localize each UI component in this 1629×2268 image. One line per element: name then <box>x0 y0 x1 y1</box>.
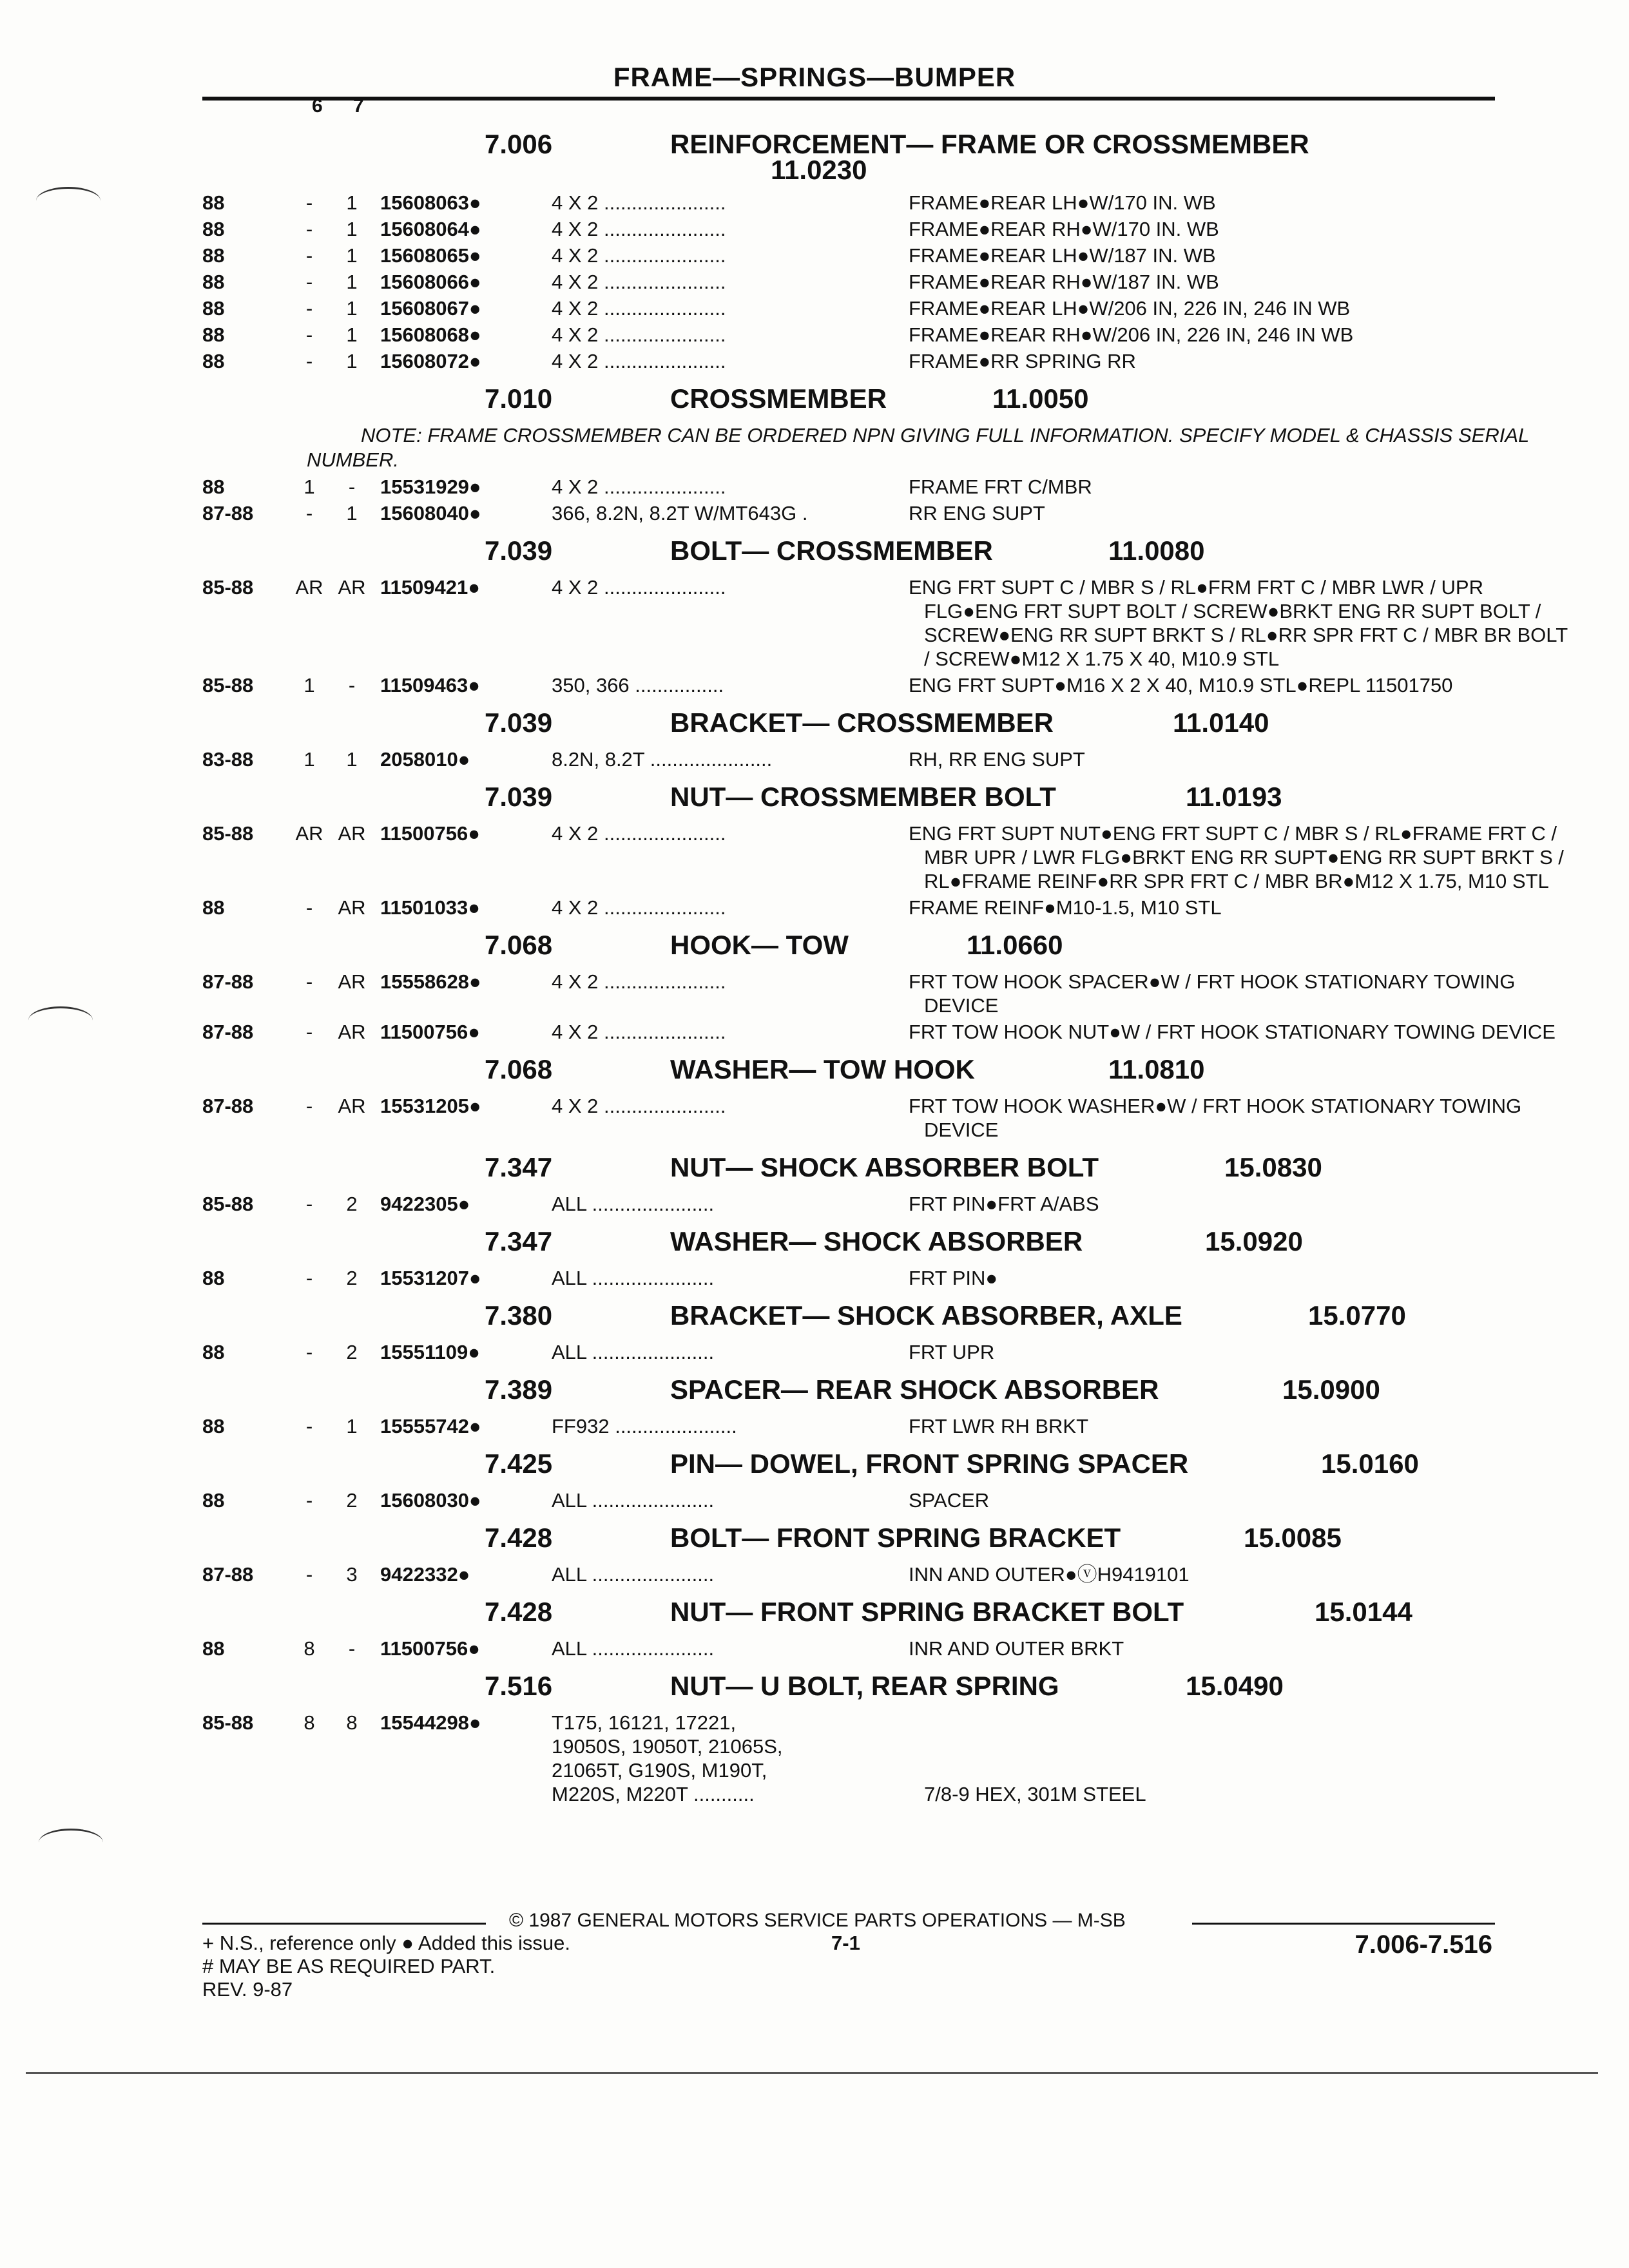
section-12 <box>0 1515 1629 1586</box>
qty-col-6: - <box>305 1095 313 1117</box>
section-title: NUT— SHOCK ABSORBER BOLT <box>670 1152 1099 1182</box>
part-number: 11500756● <box>380 1637 480 1660</box>
model-application: 4 X 2 ...................... <box>552 1021 726 1043</box>
section-0 <box>0 121 1629 373</box>
section-9 <box>0 1293 1629 1364</box>
model-application: 4 X 2 ...................... <box>552 350 726 372</box>
qty-col-7: - <box>348 1637 356 1660</box>
page-title: FRAME—SPRINGS—BUMPER <box>613 62 1016 92</box>
section-code: 11.0050 <box>992 383 1089 414</box>
qty-col-7: 1 <box>346 350 358 372</box>
part-description: FRAME●REAR LH●W/187 IN. WB <box>909 244 1216 267</box>
section-code: 15.0144 <box>1315 1597 1412 1627</box>
section-number: 7.039 <box>485 535 553 566</box>
part-description: FRAME●REAR RH●W/170 IN. WB <box>909 218 1219 240</box>
section-header <box>0 1589 1629 1637</box>
column-header-6: 6 <box>312 95 323 117</box>
qty-col-6: - <box>305 350 313 372</box>
model-year: 85-88 <box>202 576 254 599</box>
section-header <box>0 1218 1629 1266</box>
qty-col-7: AR <box>338 1095 366 1117</box>
model-application: ALL ...................... <box>552 1489 715 1512</box>
part-description: FRAME FRT C/MBR <box>909 476 1092 498</box>
part-row <box>0 1488 1629 1512</box>
page-number: 7-1 <box>831 1932 860 1954</box>
qty-col-7: 1 <box>346 218 358 240</box>
part-number: 15608040● <box>380 502 481 524</box>
section-3 <box>0 700 1629 771</box>
part-row <box>0 501 1629 525</box>
section-title: BOLT— CROSSMEMBER <box>670 535 993 566</box>
model-application: 4 X 2 ...................... <box>552 896 726 919</box>
model-application: ALL ...................... <box>552 1341 715 1363</box>
section-title: HOOK— TOW <box>670 930 849 960</box>
model-year: 88 <box>202 323 225 346</box>
model-application: 4 X 2 ...................... <box>552 476 726 498</box>
qty-col-6: - <box>305 970 313 993</box>
qty-col-7: 1 <box>346 502 358 524</box>
qty-col-7: 1 <box>346 1415 358 1437</box>
model-application: ALL ...................... <box>552 1637 715 1660</box>
model-year: 85-88 <box>202 822 254 845</box>
section-14 <box>0 1663 1629 1806</box>
qty-col-7: 1 <box>346 748 358 771</box>
section-number: 7.039 <box>485 707 553 738</box>
part-row <box>0 1637 1629 1660</box>
part-number: 15608066● <box>380 271 481 293</box>
section-number: 7.428 <box>485 1523 553 1553</box>
qty-col-7: - <box>348 674 356 697</box>
legend-line-2: # MAY BE AS REQUIRED PART. <box>202 1955 496 1977</box>
qty-col-6: 1 <box>304 748 315 771</box>
section-number: 7.347 <box>485 1152 553 1182</box>
qty-col-6: - <box>305 1267 313 1289</box>
section-header <box>0 922 1629 970</box>
section-6 <box>0 1046 1629 1142</box>
part-number: 15608072● <box>380 350 481 372</box>
qty-col-6: - <box>305 244 313 267</box>
section-code: 11.0660 <box>967 930 1063 960</box>
part-number: 11509463● <box>380 674 480 697</box>
model-application: FF932 ...................... <box>552 1415 737 1437</box>
section-header <box>0 700 1629 747</box>
qty-col-6: 1 <box>304 476 315 498</box>
model-year: 88 <box>202 1341 225 1363</box>
model-year: 87-88 <box>202 970 254 993</box>
part-description: RR ENG SUPT <box>909 502 1045 524</box>
part-description: INR AND OUTER BRKT <box>909 1637 1124 1660</box>
part-number: 15608065● <box>380 244 481 267</box>
part-number: 9422332● <box>380 1563 470 1586</box>
part-row <box>0 1192 1629 1216</box>
section-title: SPACER— REAR SHOCK ABSORBER <box>670 1374 1159 1405</box>
part-row <box>0 1020 1629 1044</box>
model-year: 85-88 <box>202 1193 254 1215</box>
section-header <box>0 121 1629 191</box>
qty-col-7: 2 <box>346 1341 358 1363</box>
qty-col-7: 1 <box>346 297 358 320</box>
part-number: 15544298● <box>380 1711 481 1734</box>
section-number: 7.428 <box>485 1597 553 1627</box>
qty-col-6: - <box>305 502 313 524</box>
qty-col-7: 2 <box>346 1193 358 1215</box>
model-application: 4 X 2 ...................... <box>552 218 726 240</box>
part-number: 15558628● <box>380 970 481 993</box>
model-application: 4 X 2 ...................... <box>552 244 726 267</box>
part-row <box>0 1562 1629 1586</box>
part-number: 11509421● <box>380 576 480 599</box>
section-code: 11.0140 <box>1173 707 1269 738</box>
section-5 <box>0 922 1629 1044</box>
qty-col-7: AR <box>338 822 366 845</box>
section-code: 11.0810 <box>1108 1054 1205 1084</box>
part-description: FRAME●REAR LH●W/206 IN, 226 IN, 246 IN WB <box>909 297 1351 320</box>
section-number: 7.425 <box>485 1448 553 1479</box>
part-description: ENG FRT SUPT C / MBR S / RL●FRM FRT C / MBR LWR / UPR FLG●ENG FRT SUPT BOLT / SCREW●BRKT ENG RR SUPT BOLT / SCREW●ENG RR SUPT BRKT S / RL●RR SPR FRT C / MBR BR BOLT / SCREW●M12 X 1.75 X 40, M10.9 STL <box>909 576 1568 670</box>
qty-col-7: 1 <box>346 191 358 214</box>
section-title: REINFORCEMENT— FRAME OR CROSSMEMBER <box>670 129 1309 159</box>
section-header <box>0 1441 1629 1488</box>
model-year: 88 <box>202 244 225 267</box>
hole-punch-mark <box>39 1829 103 1856</box>
section-title: BOLT— FRONT SPRING BRACKET <box>670 1523 1121 1553</box>
section-11 <box>0 1441 1629 1512</box>
model-year: 88 <box>202 1415 225 1437</box>
section-number: 7.039 <box>485 782 553 812</box>
part-number: 15608064● <box>380 218 481 240</box>
model-year: 87-88 <box>202 1563 254 1586</box>
part-description: FRAME●REAR RH●W/187 IN. WB <box>909 271 1219 293</box>
part-number: 15608067● <box>380 297 481 320</box>
part-description: FRT TOW HOOK SPACER●W / FRT HOOK STATIONARY TOWING DEVICE <box>909 970 1516 1017</box>
model-year: 88 <box>202 350 225 372</box>
section-number: 7.516 <box>485 1671 553 1701</box>
model-application: 4 X 2 ...................... <box>552 271 726 293</box>
part-row <box>0 323 1629 347</box>
qty-col-7: 2 <box>346 1489 358 1512</box>
part-description: 7/8-9 HEX, 301M STEEL <box>924 1783 1146 1805</box>
copyright-line: © 1987 GENERAL MOTORS SERVICE PARTS OPERATIONS — M-SB <box>509 1910 1126 1931</box>
section-header <box>0 528 1629 575</box>
section-number: 7.068 <box>485 930 553 960</box>
part-row <box>0 475 1629 499</box>
qty-col-6: - <box>305 1489 313 1512</box>
section-title: NUT— CROSSMEMBER BOLT <box>670 782 1056 812</box>
part-description: FRAME REINF●M10-1.5, M10 STL <box>909 896 1222 919</box>
section-header <box>0 774 1629 822</box>
part-number: 15531207● <box>380 1267 481 1289</box>
section-title: BRACKET— CROSSMEMBER <box>670 707 1054 738</box>
part-row <box>0 1094 1629 1142</box>
model-application: 4 X 2 ...................... <box>552 297 726 320</box>
section-note: NOTE: FRAME CROSSMEMBER CAN BE ORDERED NPN GIVING FULL INFORMATION. SPECIFY MODEL & CHASSIS SERIAL NUMBER. <box>307 424 1529 471</box>
part-row <box>0 1414 1629 1438</box>
qty-col-6: - <box>305 191 313 214</box>
part-row <box>0 1340 1629 1364</box>
model-year: 87-88 <box>202 502 254 524</box>
qty-col-7: AR <box>338 896 366 919</box>
part-row <box>0 970 1629 1017</box>
part-description: FRAME●REAR LH●W/170 IN. WB <box>909 191 1216 214</box>
part-description: RH, RR ENG SUPT <box>909 748 1085 771</box>
part-row <box>0 270 1629 294</box>
model-year: 83-88 <box>202 748 254 771</box>
section-1 <box>0 376 1629 525</box>
model-year: 88 <box>202 1489 225 1512</box>
model-application: 4 X 2 ...................... <box>552 323 726 346</box>
section-13 <box>0 1589 1629 1660</box>
section-title: NUT— U BOLT, REAR SPRING <box>670 1671 1059 1701</box>
model-application: 8.2N, 8.2T ...................... <box>552 748 773 771</box>
model-application: 4 X 2 ...................... <box>552 576 726 599</box>
section-title: CROSSMEMBER <box>670 383 887 414</box>
part-number: 9422305● <box>380 1193 470 1215</box>
section-number: 7.380 <box>485 1300 553 1331</box>
section-code: 15.0770 <box>1308 1300 1406 1331</box>
qty-col-7: 2 <box>346 1267 358 1289</box>
part-row <box>0 1711 1629 1806</box>
section-8 <box>0 1218 1629 1290</box>
part-description: ENG FRT SUPT●M16 X 2 X 40, M10.9 STL●REPL 11501750 <box>909 674 1453 697</box>
model-application: 4 X 2 ...................... <box>552 1095 726 1117</box>
qty-col-6: - <box>305 896 313 919</box>
footer-rule-right <box>1192 1923 1495 1925</box>
section-title: NUT— FRONT SPRING BRACKET BOLT <box>670 1597 1184 1627</box>
qty-col-6: - <box>305 1415 313 1437</box>
part-description: FRT LWR RH BRKT <box>909 1415 1089 1437</box>
bottom-scan-rule <box>26 2072 1598 2074</box>
part-number: 15531929● <box>380 476 481 498</box>
qty-col-6: - <box>305 297 313 320</box>
part-description: FRT PIN●FRT A/ABS <box>909 1193 1099 1215</box>
part-description: INN AND OUTER●ⓥH9419101 <box>909 1563 1190 1586</box>
part-number: 11500756● <box>380 1021 480 1043</box>
model-application: ALL ...................... <box>552 1193 715 1215</box>
section-code: 11.0193 <box>1186 782 1282 812</box>
model-application: 4 X 2 ...................... <box>552 191 726 214</box>
section-title: BRACKET— SHOCK ABSORBER, AXLE <box>670 1300 1182 1331</box>
part-number: 2058010● <box>380 748 470 771</box>
part-row <box>0 244 1629 267</box>
legend-line-1: + N.S., reference only ● Added this issue. <box>202 1932 571 1954</box>
section-header <box>0 376 1629 423</box>
part-number: 15551109● <box>380 1341 480 1363</box>
qty-col-6: 8 <box>304 1637 315 1660</box>
section-code: 15.0830 <box>1224 1152 1322 1182</box>
model-year: 85-88 <box>202 1711 254 1734</box>
part-number: 15531205● <box>380 1095 481 1117</box>
model-application: 4 X 2 ...................... <box>552 822 726 845</box>
part-description: FRT UPR <box>909 1341 995 1363</box>
section-header <box>0 1367 1629 1414</box>
qty-col-6: - <box>305 1193 313 1215</box>
qty-col-7: AR <box>338 1021 366 1043</box>
qty-col-7: - <box>348 476 356 498</box>
part-number: 11500756● <box>380 822 480 845</box>
section-title: WASHER— TOW HOOK <box>670 1054 975 1084</box>
qty-col-7: 3 <box>346 1563 358 1586</box>
section-title: PIN— DOWEL, FRONT SPRING SPACER <box>670 1448 1189 1479</box>
section-code: 15.0085 <box>1244 1523 1342 1553</box>
section-code: 11.0080 <box>1108 535 1205 566</box>
qty-col-6: AR <box>295 822 323 845</box>
revision-label: REV. 9-87 <box>202 1978 293 2001</box>
section-4 <box>0 774 1629 919</box>
section-number: 7.068 <box>485 1054 553 1084</box>
section-code: 15.0900 <box>1282 1374 1380 1405</box>
part-row <box>0 349 1629 373</box>
model-year: 87-88 <box>202 1021 254 1043</box>
qty-col-6: 8 <box>304 1711 315 1734</box>
qty-col-7: 1 <box>346 244 358 267</box>
section-code: 15.0920 <box>1205 1226 1303 1256</box>
section-code: 11.0230 <box>771 155 867 185</box>
qty-col-6: 1 <box>304 674 315 697</box>
section-7 <box>0 1144 1629 1216</box>
qty-col-6: - <box>305 218 313 240</box>
part-number: 15555742● <box>380 1415 481 1437</box>
part-row <box>0 673 1629 697</box>
model-year: 88 <box>202 191 225 214</box>
qty-col-7: 1 <box>346 271 358 293</box>
part-description: FRT PIN● <box>909 1267 998 1289</box>
model-year: 88 <box>202 896 225 919</box>
part-description: FRT TOW HOOK NUT●W / FRT HOOK STATIONARY TOWING DEVICE <box>909 1021 1556 1043</box>
qty-col-7: AR <box>338 576 366 599</box>
part-description: SPACER <box>909 1489 990 1512</box>
part-number: 15608068● <box>380 323 481 346</box>
part-description: ENG FRT SUPT NUT●ENG FRT SUPT C / MBR S / RL●FRAME FRT C / MBR UPR / LWR FLG●BRKT ENG RR SUPT●ENG RR SUPT BRKT S / RL●FRAME REINF●RR SPR FRT C / MBR BR●M12 X 1.75, M10 STL <box>909 822 1564 892</box>
part-number: 11501033● <box>380 896 480 919</box>
section-header <box>0 1663 1629 1711</box>
part-row <box>0 747 1629 771</box>
section-title: WASHER— SHOCK ABSORBER <box>670 1226 1083 1256</box>
model-year: 88 <box>202 1267 225 1289</box>
header-rule <box>202 97 1495 101</box>
section-header <box>0 1293 1629 1340</box>
qty-col-6: - <box>305 1341 313 1363</box>
part-row <box>0 191 1629 215</box>
part-row <box>0 1266 1629 1290</box>
parts-list <box>0 121 1629 1809</box>
model-application: T175, 16121, 17221, 19050S, 19050T, 21065S, 21065T, G190S, M190T, M220S, M220T ........... <box>552 1711 783 1805</box>
model-year: 88 <box>202 476 225 498</box>
model-application: ALL ...................... <box>552 1563 715 1586</box>
section-2 <box>0 528 1629 697</box>
qty-col-6: - <box>305 323 313 346</box>
section-number: 7.389 <box>485 1374 553 1405</box>
section-number: 7.010 <box>485 383 553 414</box>
part-row <box>0 575 1629 671</box>
section-code: 15.0490 <box>1186 1671 1284 1701</box>
model-year: 88 <box>202 1637 225 1660</box>
part-description: FRAME●RR SPRING RR <box>909 350 1136 372</box>
part-row <box>0 296 1629 320</box>
page-range: 7.006-7.516 <box>1354 1930 1492 1959</box>
qty-col-6: AR <box>295 576 323 599</box>
section-header <box>0 1046 1629 1094</box>
qty-col-6: - <box>305 1563 313 1586</box>
qty-col-6: - <box>305 1021 313 1043</box>
model-year: 85-88 <box>202 674 254 697</box>
section-header <box>0 1144 1629 1192</box>
model-year: 88 <box>202 271 225 293</box>
part-number: 15608063● <box>380 191 481 214</box>
model-year: 88 <box>202 297 225 320</box>
part-row <box>0 217 1629 241</box>
part-description: FRAME●REAR RH●W/206 IN, 226 IN, 246 IN WB <box>909 323 1354 346</box>
section-10 <box>0 1367 1629 1438</box>
section-number: 7.347 <box>485 1226 553 1256</box>
model-application: 350, 366 ................ <box>552 674 724 697</box>
footer-rule-left <box>202 1923 486 1925</box>
part-number: 15608030● <box>380 1489 481 1512</box>
qty-col-7: AR <box>338 970 366 993</box>
model-application: 4 X 2 ...................... <box>552 970 726 993</box>
part-row <box>0 896 1629 919</box>
part-row <box>0 822 1629 893</box>
qty-col-7: 1 <box>346 323 358 346</box>
model-application: 366, 8.2N, 8.2T W/MT643G . <box>552 502 808 524</box>
column-header-7: 7 <box>353 95 364 117</box>
part-description: FRT TOW HOOK WASHER●W / FRT HOOK STATIONARY TOWING DEVICE <box>909 1095 1522 1141</box>
qty-col-7: 8 <box>346 1711 358 1734</box>
qty-col-6: - <box>305 271 313 293</box>
model-year: 87-88 <box>202 1095 254 1117</box>
section-header <box>0 1515 1629 1562</box>
section-code: 15.0160 <box>1321 1448 1419 1479</box>
model-application: ALL ...................... <box>552 1267 715 1289</box>
section-number: 7.006 <box>485 129 553 159</box>
model-year: 88 <box>202 218 225 240</box>
